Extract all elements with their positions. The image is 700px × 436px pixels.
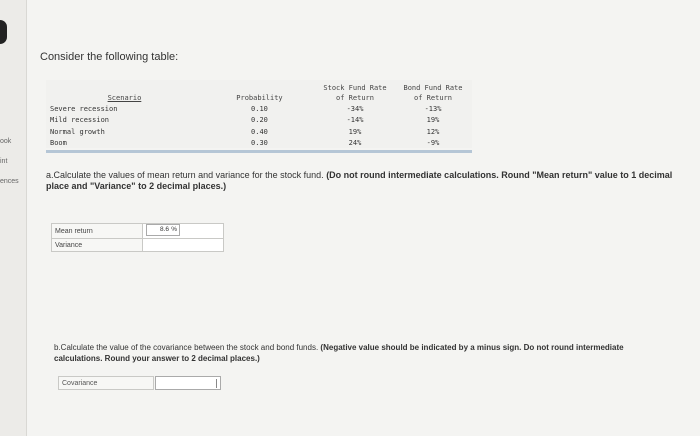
cell-bond: -13%: [424, 104, 442, 113]
table-row: [52, 224, 224, 239]
mean-return-cell: [143, 224, 224, 239]
covariance-input[interactable]: [155, 376, 221, 390]
table-divider: [46, 150, 472, 153]
left-nav-rail: [0, 0, 27, 436]
cell-bond: 19%: [426, 116, 440, 125]
nav-marker-icon: [0, 20, 7, 44]
part-a-prefix: a.: [46, 170, 54, 180]
header-probability: Probability: [236, 93, 283, 102]
mean-return-unit: %: [171, 226, 177, 233]
question-panel: [26, 0, 700, 436]
part-a-text: Calculate the values of mean return and variance for the stock fund.: [53, 170, 324, 180]
variance-input[interactable]: [143, 239, 224, 252]
cell-scenario: Mild recession: [50, 116, 110, 125]
mean-return-input[interactable]: [146, 224, 180, 236]
part-a-question: [46, 170, 686, 192]
table-row: [52, 239, 224, 252]
cell-stock: 19%: [348, 127, 362, 136]
part-b-text: Calculate the value of the covariance between the stock and bond funds.: [60, 343, 319, 352]
cell-bond: -9%: [426, 139, 440, 147]
cell-probability: 0.10: [251, 104, 268, 113]
part-a-answer-table: [51, 223, 224, 252]
part-b-instructions: (Negative value should be indicated by a minus sign. Do not round intermediate calculations. Round your answer to 2 decimal places.): [54, 343, 624, 363]
cell-scenario: Boom: [50, 139, 67, 147]
table-row: [46, 125, 472, 136]
part-b-prefix: b.: [54, 343, 61, 352]
cell-stock: -34%: [346, 104, 364, 113]
cell-scenario: Normal growth: [50, 127, 105, 136]
nav-item[interactable]: int: [0, 158, 8, 165]
part-b-question: [54, 342, 674, 364]
cell-stock: 24%: [348, 139, 362, 147]
cell-probability: 0.20: [251, 116, 268, 125]
mean-return-value: 8.6: [159, 226, 169, 233]
cell-probability: 0.40: [251, 127, 268, 136]
table-row: [46, 114, 472, 125]
scenario-table: [46, 80, 472, 148]
header-scenario: Scenario: [107, 93, 142, 102]
covariance-label: Covariance: [58, 376, 154, 390]
part-a-instructions: (Do not round intermediate calculations. Round "Mean return" value to 1 decimal place and "Variance" to 2 decimal places.): [46, 170, 673, 191]
nav-item[interactable]: ook: [0, 138, 12, 145]
table-header-row: [46, 80, 472, 103]
cell-scenario: Severe recession: [50, 104, 118, 113]
header-bond: Bond Fund Rate of Return: [403, 83, 463, 102]
cell-bond: 12%: [426, 127, 440, 136]
variance-label: Variance: [52, 239, 143, 252]
table-row: [46, 137, 472, 148]
intro-text: Consider the following table:: [40, 51, 179, 63]
mean-return-label: Mean return: [52, 224, 143, 239]
nav-item[interactable]: ences: [0, 178, 19, 185]
cell-probability: 0.30: [251, 139, 268, 147]
cell-stock: -14%: [346, 116, 364, 125]
header-stock: Stock Fund Rate of Return: [323, 83, 387, 102]
table-row: [46, 103, 472, 114]
